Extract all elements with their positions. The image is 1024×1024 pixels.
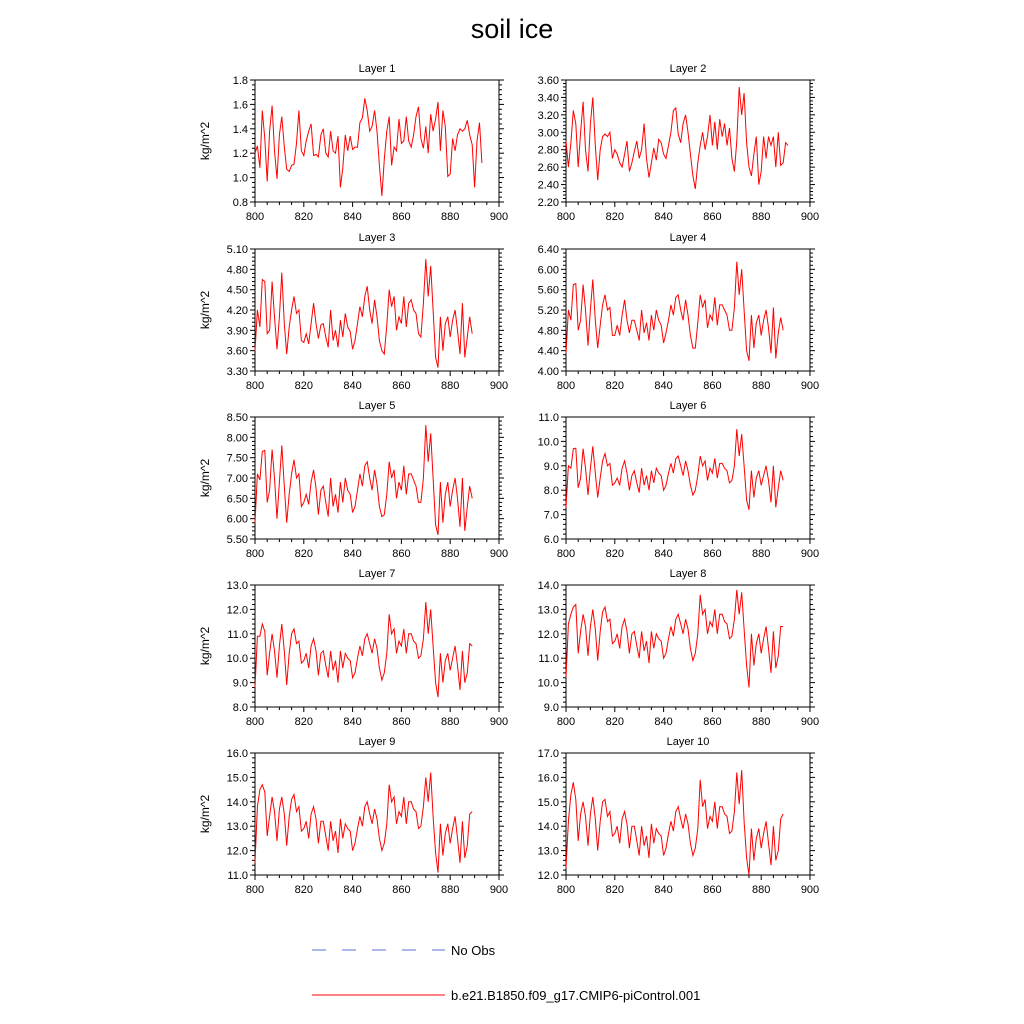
x-tick-label: 840 [654, 884, 673, 896]
panel-title: Layer 9 [358, 736, 396, 748]
x-tick-label: 840 [654, 211, 673, 223]
x-tick-label: 800 [556, 716, 576, 728]
x-tick-label: 860 [392, 716, 411, 728]
y-tick-label: 6.00 [537, 264, 559, 277]
series-line [566, 87, 788, 189]
y-tick-label: 9.0 [543, 460, 559, 473]
panel-title: Layer 8 [669, 568, 707, 580]
legend-label-model: b.e21.B1850.f09_g17.CMIP6-piControl.001 [451, 988, 701, 1003]
y-tick-label: 8.0 [543, 485, 559, 498]
y-tick-label: 4.40 [537, 345, 559, 358]
y-tick-label: 3.90 [226, 325, 248, 338]
x-tick-label: 800 [245, 211, 265, 223]
y-tick-label: 13.0 [537, 604, 559, 617]
y-tick-label: 13.0 [226, 580, 248, 592]
panel-7 [198, 568, 508, 728]
x-tick-label: 900 [489, 716, 509, 728]
x-tick-label: 820 [605, 380, 624, 392]
x-tick-label: 900 [800, 211, 820, 223]
page-title: soil ice [470, 14, 554, 44]
x-tick-label: 880 [441, 211, 460, 223]
y-tick-label: 3.20 [537, 109, 559, 122]
y-tick-label: 11.0 [538, 412, 559, 424]
x-tick-label: 880 [752, 380, 771, 392]
x-tick-label: 840 [343, 548, 362, 560]
y-axis-label: kg/m^2 [198, 458, 212, 498]
panel-2 [538, 63, 820, 223]
y-tick-label: 9.0 [232, 677, 248, 690]
y-tick-label: 14.0 [537, 821, 559, 834]
panel-4 [538, 232, 820, 392]
series-line [255, 602, 472, 697]
x-tick-label: 840 [343, 716, 362, 728]
x-tick-label: 860 [703, 380, 722, 392]
panel-title: Layer 4 [669, 232, 707, 244]
x-tick-label: 800 [245, 716, 265, 728]
y-tick-label: 12.0 [226, 604, 248, 617]
panel-title: Layer 3 [358, 232, 396, 244]
x-tick-label: 880 [441, 380, 460, 392]
y-tick-label: 2.40 [537, 179, 559, 192]
panel-title: Layer 6 [669, 400, 707, 412]
y-axis-label: kg/m^2 [198, 794, 212, 834]
y-tick-label: 1.0 [232, 172, 248, 185]
y-tick-label: 0.8 [232, 197, 248, 209]
panel-title: Layer 1 [358, 63, 396, 75]
panel-5 [198, 400, 508, 560]
series-line [566, 590, 783, 688]
y-tick-label: 5.10 [226, 244, 248, 256]
x-tick-label: 820 [294, 716, 313, 728]
x-tick-label: 840 [654, 380, 673, 392]
y-tick-label: 3.60 [537, 75, 559, 87]
y-tick-label: 1.4 [232, 123, 248, 136]
plot-frame [255, 585, 499, 707]
x-tick-label: 800 [556, 884, 576, 896]
x-tick-label: 800 [556, 548, 576, 560]
y-tick-label: 4.50 [226, 284, 248, 297]
x-tick-label: 860 [392, 380, 411, 392]
y-tick-label: 15.0 [226, 772, 248, 785]
y-tick-label: 11.0 [227, 628, 248, 641]
x-tick-label: 900 [800, 884, 820, 896]
panel-10 [538, 736, 820, 896]
y-tick-label: 10.0 [537, 436, 559, 449]
y-tick-label: 2.60 [537, 162, 559, 175]
x-tick-label: 880 [752, 884, 771, 896]
y-tick-label: 7.0 [543, 509, 559, 522]
y-tick-label: 4.20 [226, 305, 248, 317]
y-tick-label: 6.50 [226, 493, 248, 506]
x-tick-label: 900 [489, 211, 509, 223]
x-tick-label: 880 [441, 884, 460, 896]
y-tick-label: 7.00 [226, 473, 248, 485]
y-tick-label: 14.0 [537, 580, 559, 592]
y-tick-label: 8.00 [226, 432, 248, 445]
x-tick-label: 820 [605, 716, 624, 728]
y-tick-label: 11.0 [227, 870, 248, 882]
y-tick-label: 3.30 [226, 366, 248, 378]
x-tick-label: 900 [800, 380, 820, 392]
panel-9 [198, 736, 508, 896]
series-line [566, 770, 783, 875]
x-tick-label: 820 [294, 548, 313, 560]
panel-3 [198, 232, 508, 392]
y-tick-label: 10.0 [226, 653, 248, 666]
x-tick-label: 840 [343, 211, 362, 223]
y-tick-label: 13.0 [537, 845, 559, 858]
panel-1 [198, 63, 508, 223]
y-tick-label: 4.80 [226, 264, 248, 277]
y-tick-label: 7.50 [226, 452, 248, 465]
x-tick-label: 860 [703, 211, 722, 223]
x-tick-label: 840 [654, 716, 673, 728]
x-tick-label: 820 [294, 380, 313, 392]
series-line [566, 429, 783, 510]
plot-frame [566, 417, 810, 539]
y-axis-label: kg/m^2 [198, 626, 212, 666]
x-tick-label: 820 [605, 548, 624, 560]
x-tick-label: 800 [556, 380, 576, 392]
series-line [255, 98, 482, 196]
x-tick-label: 820 [605, 211, 624, 223]
y-tick-label: 3.00 [537, 127, 559, 140]
y-tick-label: 17.0 [537, 748, 559, 760]
panel-title: Layer 10 [666, 736, 710, 748]
x-tick-label: 800 [245, 548, 265, 560]
panel-title: Layer 5 [358, 400, 396, 412]
x-tick-label: 800 [245, 884, 265, 896]
x-tick-label: 840 [343, 380, 362, 392]
y-tick-label: 6.0 [543, 534, 559, 546]
x-tick-label: 860 [703, 884, 722, 896]
x-tick-label: 900 [489, 884, 509, 896]
plot-frame [566, 585, 810, 707]
y-tick-label: 4.00 [537, 366, 559, 378]
plot-frame [566, 753, 810, 875]
panel-title: Layer 2 [669, 63, 707, 75]
x-tick-label: 840 [343, 884, 362, 896]
y-axis-label: kg/m^2 [198, 121, 212, 161]
series-line [255, 773, 472, 873]
y-tick-label: 2.20 [537, 197, 559, 209]
x-tick-label: 860 [392, 548, 411, 560]
panel-title: Layer 7 [358, 568, 396, 580]
y-tick-label: 5.50 [226, 534, 248, 546]
series-line [255, 259, 472, 367]
x-tick-label: 880 [441, 548, 460, 560]
plot-frame [255, 80, 499, 202]
x-tick-label: 800 [245, 380, 265, 392]
x-tick-label: 900 [489, 380, 509, 392]
y-tick-label: 6.40 [537, 244, 559, 256]
y-tick-label: 16.0 [226, 748, 248, 760]
y-tick-label: 1.6 [232, 99, 248, 112]
x-tick-label: 880 [752, 211, 771, 223]
y-axis-label: kg/m^2 [198, 290, 212, 330]
panel-8 [538, 568, 820, 728]
y-tick-label: 10.0 [537, 677, 559, 690]
y-tick-label: 16.0 [537, 772, 559, 785]
y-tick-label: 2.80 [537, 144, 559, 157]
x-tick-label: 900 [489, 548, 509, 560]
x-tick-label: 820 [294, 211, 313, 223]
panel-6 [538, 400, 820, 560]
plot-frame [255, 753, 499, 875]
y-tick-label: 8.50 [226, 412, 248, 424]
y-tick-label: 9.0 [543, 702, 559, 714]
x-tick-label: 880 [752, 548, 771, 560]
y-tick-label: 13.0 [226, 821, 248, 834]
x-tick-label: 900 [800, 716, 820, 728]
x-tick-label: 880 [752, 716, 771, 728]
y-tick-label: 15.0 [537, 796, 559, 809]
y-tick-label: 5.60 [537, 284, 559, 297]
x-tick-label: 820 [294, 884, 313, 896]
y-tick-label: 6.00 [226, 513, 248, 526]
x-tick-label: 860 [703, 548, 722, 560]
series-line [566, 262, 783, 361]
series-line [255, 425, 472, 535]
x-tick-label: 840 [654, 548, 673, 560]
y-tick-label: 1.2 [232, 148, 248, 161]
y-tick-label: 12.0 [537, 870, 559, 882]
x-tick-label: 860 [392, 884, 411, 896]
y-tick-label: 12.0 [537, 628, 559, 641]
y-tick-label: 3.60 [226, 345, 248, 358]
y-tick-label: 3.40 [537, 92, 559, 105]
x-tick-label: 860 [392, 211, 411, 223]
y-tick-label: 14.0 [226, 796, 248, 809]
y-tick-label: 12.0 [226, 845, 248, 858]
x-tick-label: 820 [605, 884, 624, 896]
y-tick-label: 8.0 [232, 702, 248, 714]
x-tick-label: 860 [703, 716, 722, 728]
y-tick-label: 4.80 [537, 325, 559, 338]
x-tick-label: 880 [441, 716, 460, 728]
legend-label-no-obs: No Obs [451, 943, 496, 958]
x-tick-label: 900 [800, 548, 820, 560]
y-tick-label: 5.20 [537, 305, 559, 317]
y-tick-label: 11.0 [538, 653, 559, 666]
x-tick-label: 800 [556, 211, 576, 223]
y-tick-label: 1.8 [232, 75, 248, 87]
